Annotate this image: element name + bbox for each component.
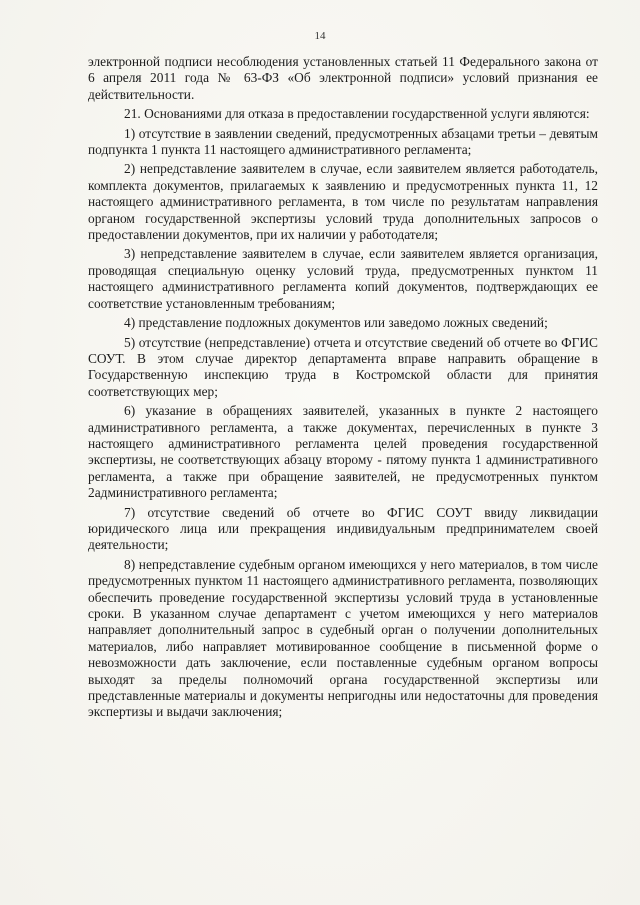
- paragraph-item-5: 5) отсутствие (непредставление) отчета и отсутствие сведений об отчете во ФГИС СОУТ. В этом случае директор департамента вправе направить обращение в Государственную инспекцию труда в Костромской области для принятия соответствующих мер;: [88, 334, 598, 399]
- paragraph-item-1: 1) отсутствие в заявлении сведений, предусмотренных абзацами третьи – девятым подпункта 1 пункта 11 настоящего административного регламента;: [88, 125, 598, 158]
- page-number: 14: [314, 30, 326, 42]
- paragraph-continuation: электронной подписи несоблюдения установленных статьей 11 Федерального закона от 6 апреля 2011 года № 63-ФЗ «Об электронной подписи» условий признания ее действительности.: [88, 54, 598, 102]
- paragraph-item-2: 2) непредставление заявителем в случае, если заявителем является работодатель, комплекта документов, прилагаемых к заявлению и предусмотренных пункта 11, 12 настоящего административного регламента, в том числе по результатам направления органом государственной экспертизы условий труда дополнительных запросов о предоставлении документов, при их наличии у работодателя;: [88, 161, 598, 243]
- paragraph-item-3: 3) непредставление заявителем в случае, если заявителем является организация, проводящая специальную оценку условий труда, предусмотренных пунктом 11 настоящего административного регламента копий документов, подтверждающих ее соответствие установленным требованиям;: [88, 246, 598, 311]
- paragraph-clause-21: 21. Основаниями для отказа в предоставлении государственной услуги являются:: [124, 106, 590, 122]
- paragraph-item-6: 6) указание в обращениях заявителей, указанных в пункте 2 настоящего административного регламента, а также документах, перечисленных в пункте 3 настоящего административного регламента целей проведения государственной экспертизы, не соответствующих абзацу второму - пятому пункта 1 административного регламента, а также при обращение заявителей, не предусмотренных пунктом 2административного регламента;: [88, 403, 598, 501]
- document-body: [88, 54, 598, 721]
- paragraph-item-7: 7) отсутствие сведений об отчете во ФГИС СОУТ ввиду ликвидации юридического лица или прекращения индивидуальным предпринимателем своей деятельности;: [88, 504, 598, 553]
- paragraph-item-8: 8) непредставление судебным органом имеющихся у него материалов, в том числе предусмотренных пунктом 11 настоящего административного регламента, позволяющих обеспечить проведение государственной экспертизы условий труда в установленные сроки. В указанном случае департамент с учетом имеющихся у него материалов направляет дополнительный запрос в судебный орган о получении дополнительных материалов, либо направляет мотивированное сообщение в письменной форме о невозможности дать заключение, если поставленные судебным органом вопросы выходят за пределы полномочий органа государственной экспертизы или представленные материалы и документы непригодны или недостаточны для проведения экспертизы и выдачи заключения;: [88, 556, 598, 720]
- paragraph-item-4: 4) представление подложных документов или заведомо ложных сведений;: [124, 315, 548, 331]
